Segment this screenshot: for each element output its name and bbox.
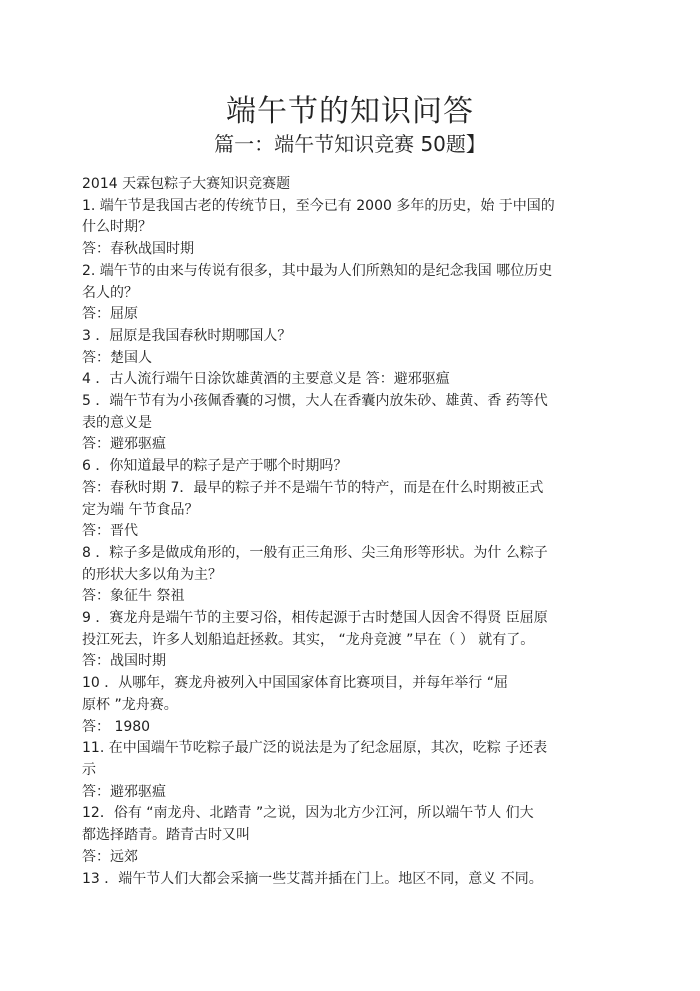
text-line: 答：战国时期 [82, 653, 166, 670]
text-line: 答：避邪驱瘟 [82, 436, 166, 453]
text-line: 12．俗有 “南龙舟、北踏青 ”之说，因为北方少江河，所以端午节人 们大 [82, 805, 534, 822]
text-line: 6 ．你知道最早的粽子是产于哪个时期吗？ [82, 458, 348, 475]
text-line: 13 ．端午节人们大都会采摘一些艾蒿并插在门上。地区不同，意义 不同。 [82, 870, 543, 887]
text-line: 答：避邪驱瘟 [82, 783, 166, 800]
document-title: 端午节的知识问答 [226, 94, 474, 129]
text-line: 8 ．粽子多是做成角形的，一般有正三角形、尖三角形等形状。为什 么粽子 [82, 544, 548, 561]
text-line: 10 ．从哪年，赛龙舟被列入中国国家体育比赛项目，并每年举行 “屈 [82, 675, 508, 692]
quiz-content [82, 174, 630, 890]
text-line: 投江死去，许多人划船追赶拯救。其实， “龙舟竞渡 ”早在（ ） 就有了。 [82, 631, 535, 648]
text-line: 5 ．端午节有为小孩佩香囊的习惯，大人在香囊内放朱砂、雄黄、香 药等代 [82, 393, 548, 410]
text-line: 的形状大多以角为主？ [82, 566, 222, 583]
text-line: 示 [82, 761, 96, 778]
text-line: 答：春秋时期 7．最早的粽子并不是端午节的特产，而是在什么时期被正式 [82, 479, 544, 496]
text-line: 9 ．赛龙舟是端午节的主要习俗，相传起源于古时楚国人因舍不得贤 臣屈原 [82, 610, 548, 627]
text-line: 什么时期？ [82, 219, 152, 236]
text-line: 11. 在中国端午节吃粽子最广泛的说法是为了纪念屈原，其次，吃粽 子还表 [82, 740, 548, 757]
text-line: 答：晋代 [82, 523, 138, 540]
text-line: 2014 天霖包粽子大赛知识竞赛题 [82, 176, 291, 192]
text-line: 3 ．屈原是我国春秋时期哪国人？ [82, 327, 292, 344]
text-line: 答： 1980 [82, 718, 151, 735]
text-line: 答：楚国人 [82, 349, 152, 366]
text-line: 答：屈原 [82, 306, 138, 323]
text-line: 4 ．古人流行端午日涂饮雄黄酒的主要意义是 答：避邪驱瘟 [82, 371, 450, 388]
text-line: 答：远郊 [82, 848, 138, 865]
text-line: 答：春秋战国时期 [82, 241, 194, 258]
text-line: 表的意义是 [82, 414, 152, 431]
text-line: 定为端 午节食品？ [82, 501, 199, 518]
text-line: 名人的？ [82, 284, 138, 301]
document-subtitle: 篇一：端午节知识竞赛 50题】 [214, 132, 486, 156]
text-line: 1. 端午节是我国古老的传统节日，至今已有 2000 多年的历史，始 于中国的 [82, 197, 555, 214]
text-line: 2. 端午节的由来与传说有很多，其中最为人们所熟知的是纪念我国 哪位历史 [82, 262, 553, 279]
text-line: 原杯 ”龙舟赛。 [82, 696, 178, 713]
text-line: 都选择踏青。踏青古时又叫 [82, 827, 250, 844]
text-line: 答：象征牛 祭祖 [82, 588, 185, 605]
